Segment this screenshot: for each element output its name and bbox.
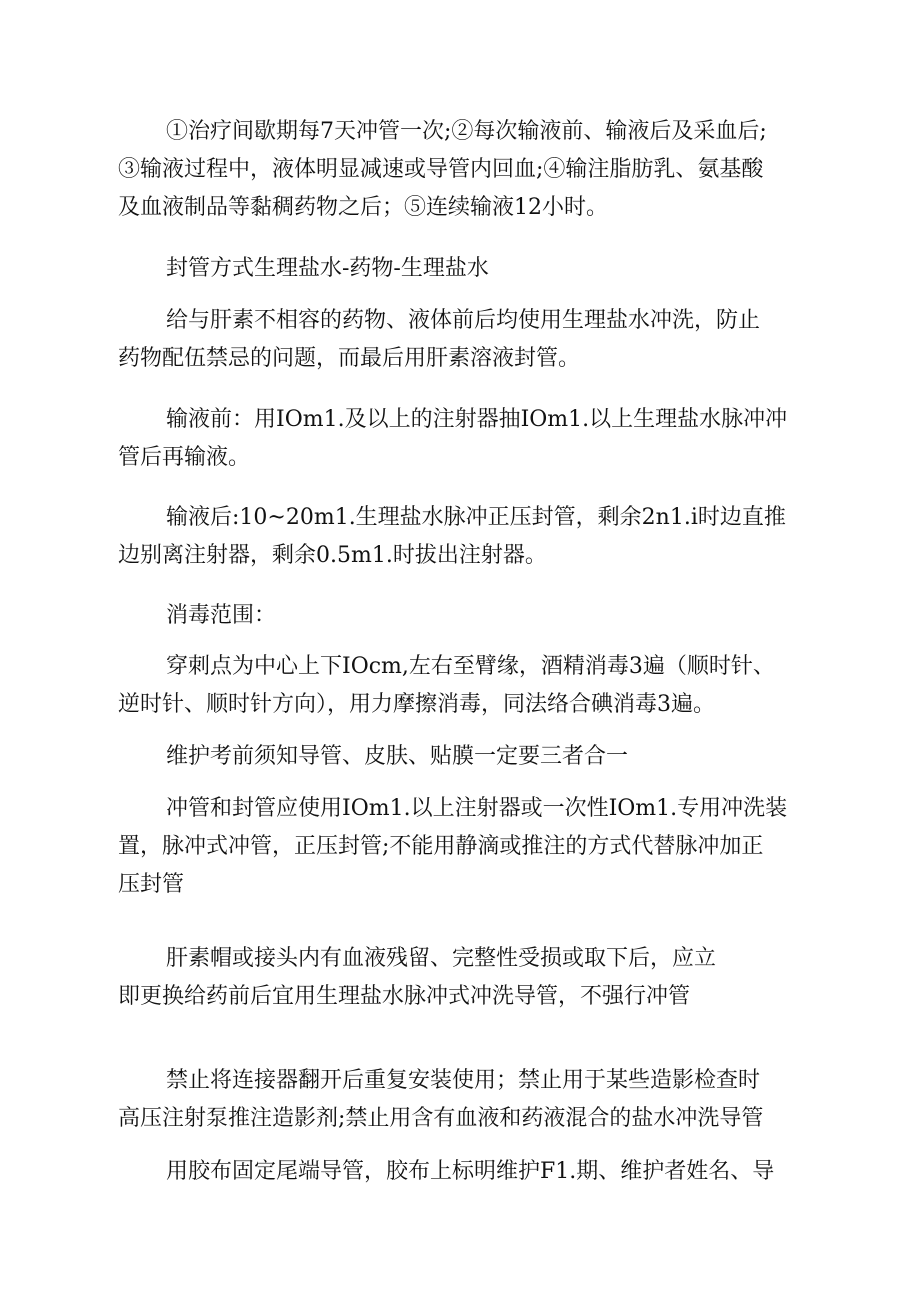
text-line: 维护考前须知导管、皮肤、贴膜一定要三者合一 [166,744,629,769]
text-line: 输液前：用IOm1.及以上的注射器抽IOm1.以上生理盐水脉冲冲 [166,407,788,432]
text-line: 高压注射泵推注造影剂;禁止用含有血液和药液混合的盐水冲洗导管 [118,1106,764,1131]
text-line: 药物配伍禁忌的问题，而最后用肝素溶液封管。 [118,346,581,371]
paragraph-flush-seal-rules [118,790,808,904]
text-line: ③输液过程中，液体明显减速或导管内回血;④输注脂肪乳、氨基酸 [118,157,764,182]
paragraph-before-infusion [118,401,808,477]
text-line: 穿刺点为中心上下IOcm,左右至臂缘，酒精消毒3遍（顺时针、 [166,654,775,679]
paragraph-heparin-incompatible [118,302,808,378]
text-line: ①治疗间歇期每7天冲管一次;②每次输液前、输液后及采血后; [166,119,767,144]
paragraph-disinfection-title [118,597,808,635]
text-line: 冲管和封管应使用IOm1.以上注射器或一次性IOm1.专用冲洗装 [166,796,788,821]
text-line: 边别离注射器，剩余0.5m1.时拔出注射器。 [118,543,547,568]
text-line: 输液后:10~20m1.生理盐水脉冲正压封管，剩余2n1.i时边直推 [166,505,786,530]
text-line: 压封管 [118,872,185,897]
paragraph-flush-schedule [118,113,808,227]
paragraph-maintenance-note [118,738,808,776]
paragraph-heparin-cap [118,940,808,1016]
paragraph-tape-fixation [118,1153,808,1191]
text-line: 及血液制品等黏稠药物之后；⑤连续输液12小时。 [118,195,608,220]
text-line: 即更换给药前后宜用生理盐水脉冲式冲洗导管，不强行冲管 [118,984,691,1009]
text-line: 封管方式生理盐水-药物-生理盐水 [166,256,489,281]
text-line: 逆时针、顺时针方向），用力摩擦消毒，同法络合碘消毒3遍。 [118,692,715,717]
text-line: 消毒范围： [166,603,277,628]
paragraph-disinfection-body [118,648,808,724]
paragraph-after-infusion [118,499,808,575]
paragraph-prohibitions [118,1062,808,1138]
text-line: 置，脉冲式冲管，正压封管;不能用静滴或推注的方式代替脉冲加正 [118,834,764,859]
text-line: 给与肝素不相容的药物、液体前后均使用生理盐水冲洗，防止 [166,308,761,333]
text-line: 禁止将连接器翻开后重复安装使用；禁止用于某些造影检查时 [166,1068,761,1093]
paragraph-sealing-method [118,250,808,288]
text-line: 管后再输液。 [118,445,251,470]
text-line: 肝素帽或接头内有血液残留、完整性受损或取下后，应立 [166,946,717,971]
text-line: 用胶布固定尾端导管，胶布上标明维护F1.期、维护者姓名、导 [166,1159,775,1184]
